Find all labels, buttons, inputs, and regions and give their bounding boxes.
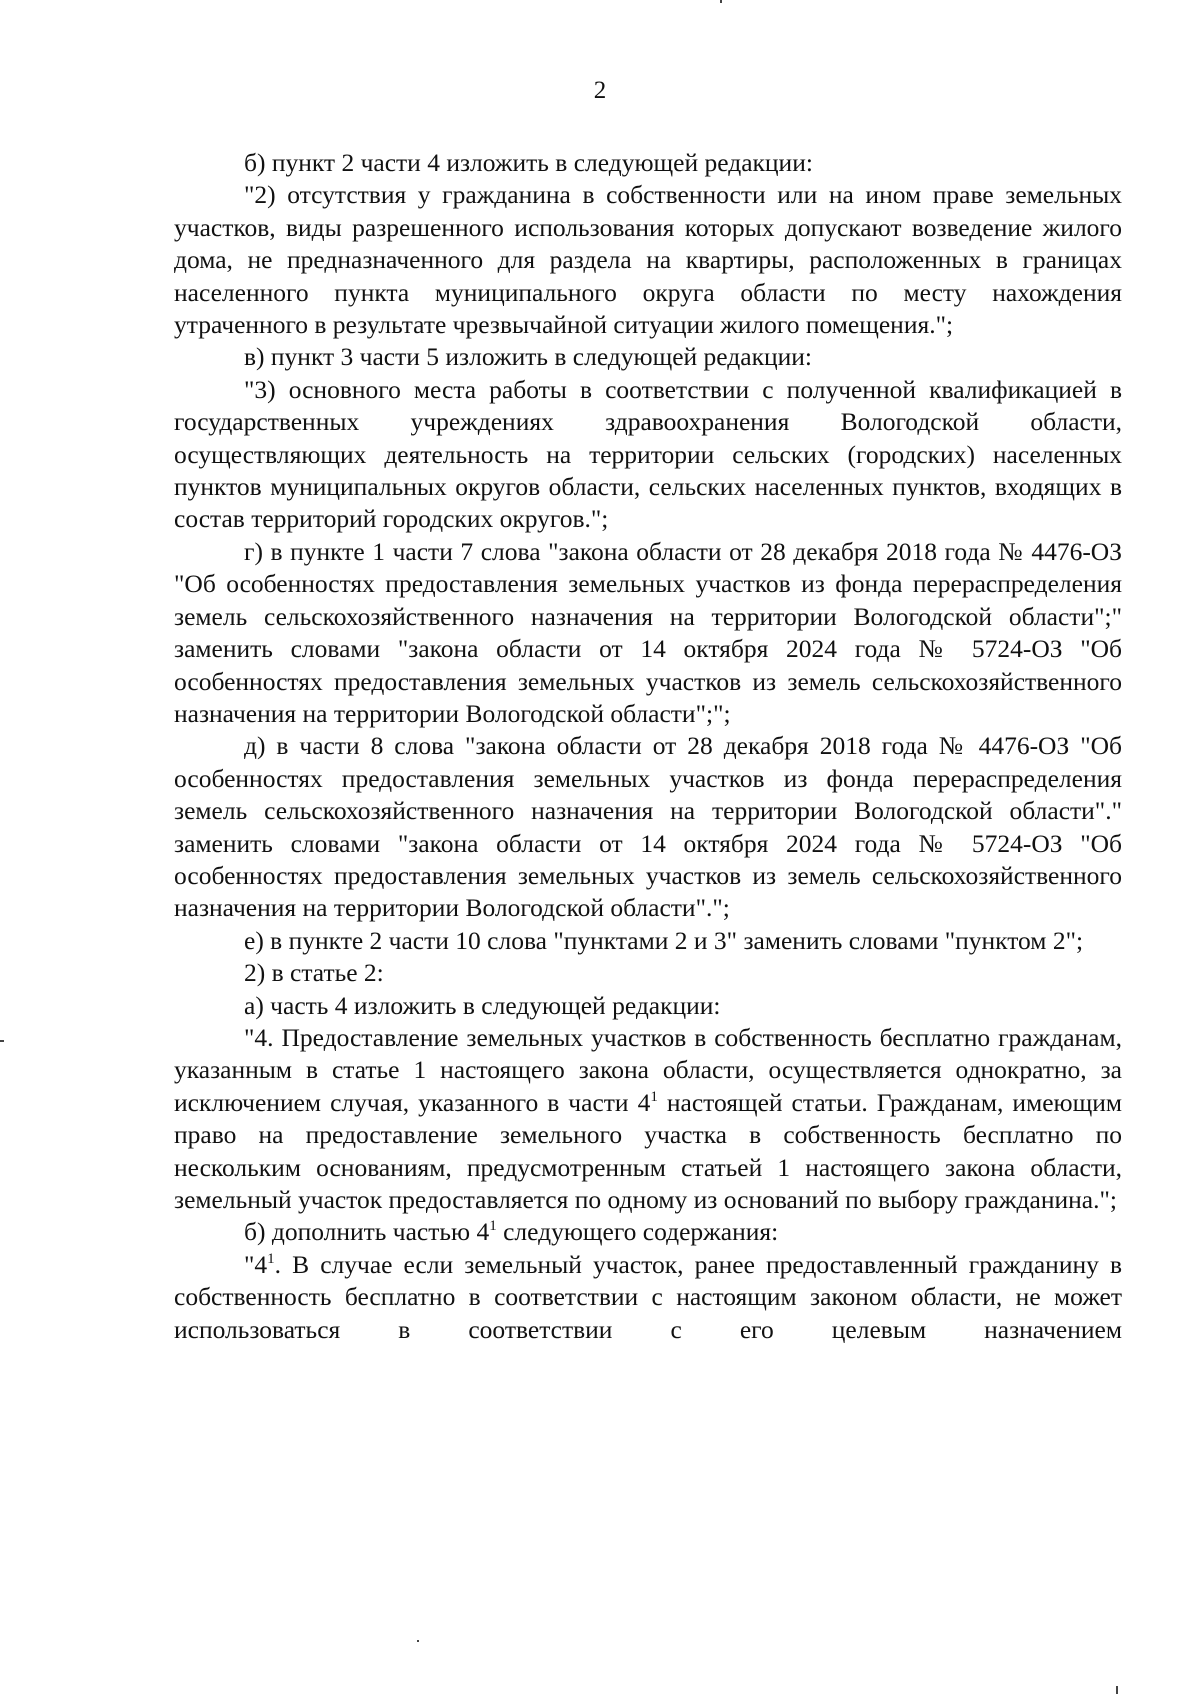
paragraph-b-part-4-1 bbox=[174, 1216, 1122, 1248]
scan-speck bbox=[720, 0, 722, 3]
paragraph-b-item-2: б) пункт 2 части 4 изложить в следующей редакции: bbox=[244, 148, 813, 177]
superscript: 1 bbox=[267, 1250, 275, 1267]
text-run: настоящей статьи. Гражданам, имеющим право на предоставление земельного участка в собственность бесплатно по нескольким основаниям, предусмотренным статьей 1 настоящего закона области, земельный участок предоставляется по одному из оснований по выбору гражданина."; bbox=[174, 1087, 1122, 1214]
paragraph-article-2: 2) в статье 2: bbox=[244, 958, 384, 988]
scan-speck bbox=[417, 1640, 419, 1642]
scan-speck bbox=[0, 1040, 4, 1042]
superscript: 1 bbox=[489, 1218, 497, 1235]
paragraph-v-item-3: в) пункт 3 части 5 изложить в следующей редакции: bbox=[244, 342, 812, 372]
paragraph-quote-part-4 bbox=[174, 1022, 1122, 1216]
text-run: "4 bbox=[244, 1249, 268, 1279]
text-run: б) дополнить частью 4 bbox=[244, 1217, 490, 1247]
paragraph-quote-item-3: "3) основного места работы в соответствии с полученной квалификацией в государственных учреждениях здравоохранения Вологодской области, осуществляющих деятельность на территории сельских (городских) населенных пунктов муниципальных округов области, сельских населенных пунктов, входящих в состав территорий городских округов."; bbox=[174, 374, 1122, 534]
paragraph-g-part-7: г) в пункте 1 части 7 слова "закона области от 28 декабря 2018 года № 4476-ОЗ "Об особенностях предоставления земельных участков из фонда перераспределения земель сельскохозяйственного назначения на территории Вологодской области";" заменить словами "закона области от 14 октября 2024 года № 5724-ОЗ "Об особенностях предоставления земельных участков из земель сельскохозяйственного назначения на территории Вологодской области";"; bbox=[174, 536, 1122, 728]
paragraph-quote-item-2: "2) отсутствия у гражданина в собственности или на ином праве земельных участков, виды разрешенного использования которых допускают возведение жилого дома, не предназначенного для раздела на квартиры, расположенных в границах населенного пункта муниципального округа области по месту нахождения утраченного в результате чрезвычайной ситуации жилого помещения."; bbox=[174, 180, 1122, 340]
document-body bbox=[174, 147, 1122, 1346]
paragraph-e-part-10: е) в пункте 2 части 10 слова "пунктами 2 и 3" заменить словами "пунктом 2"; bbox=[244, 925, 1084, 955]
paragraph-a-part-4: а) часть 4 изложить в следующей редакции: bbox=[244, 990, 721, 1020]
text-run: . В случае если земельный участок, ранее предоставленный гражданину в собственность бесплатно в соответствии с настоящим законом области, не может использоваться в соответствии с его целевым назначением bbox=[174, 1249, 1122, 1344]
text-run: следующего содержания: bbox=[496, 1217, 779, 1247]
page-number: 2 bbox=[593, 77, 607, 104]
paragraph-quote-part-4-1 bbox=[174, 1249, 1122, 1346]
scan-speck bbox=[1116, 1686, 1118, 1694]
superscript: 1 bbox=[650, 1088, 658, 1105]
paragraph-d-part-8: д) в части 8 слова "закона области от 28 декабря 2018 года № 4476-ОЗ "Об особенностях предоставления земельных участков из фонда перераспределения земель сельскохозяйственного назначения на территории Вологодской области"." заменить словами "закона области от 14 октября 2024 года № 5724-ОЗ "Об особенностях предоставления земельных участков из земель сельскохозяйственного назначения на территории Вологодской области"."; bbox=[174, 731, 1122, 923]
text-run: "4. Предоставление земельных участков в собственность бесплатно гражданам, указанным в статье 1 настоящего закона области, осуществляется однократно, за исключением случая, указанного в части 4 bbox=[174, 1022, 1122, 1117]
